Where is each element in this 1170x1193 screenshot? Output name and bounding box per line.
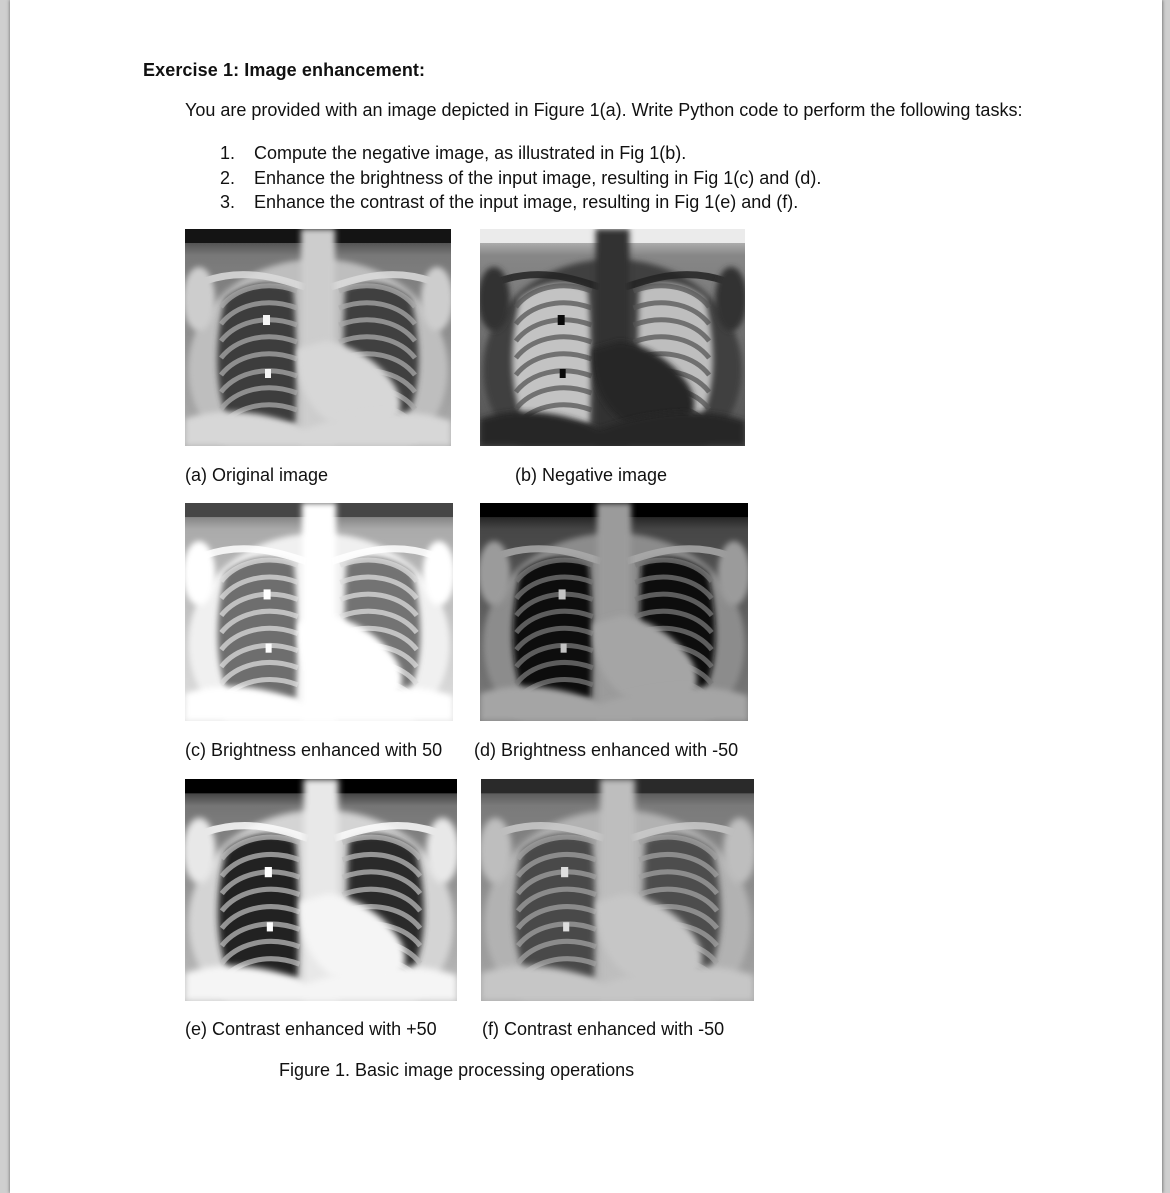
figure-a-caption: (a) Original image <box>185 465 329 485</box>
xray-drawing <box>185 503 453 721</box>
figure-f-caption: (f) Contrast enhanced with -50 <box>482 1019 725 1039</box>
figure-d-caption: (d) Brightness enhanced with -50 <box>474 740 739 760</box>
exercise-heading: Exercise 1: Image enhancement: <box>143 60 426 80</box>
task-item: 3. Enhance the contrast of the input image, resulting in Fig 1(e) and (f). <box>220 192 799 212</box>
figure-b-caption: (b) Negative image <box>515 465 668 485</box>
xray-drawing <box>480 503 748 721</box>
xray-drawing <box>480 229 745 446</box>
task-item: 1. Compute the negative image, as illustrated in Fig 1(b). <box>220 143 687 163</box>
figure-caption: Figure 1. Basic image processing operations <box>279 1060 635 1080</box>
figure-b-xray-image <box>480 229 745 446</box>
document-page <box>10 0 1162 1193</box>
figure-c-xray-image <box>185 503 453 721</box>
figure-c-caption: (c) Brightness enhanced with 50 <box>185 740 443 760</box>
xray-drawing <box>185 229 451 446</box>
task-list <box>220 141 821 215</box>
task-item: 2. Enhance the brightness of the input image, resulting in Fig 1(c) and (d). <box>220 167 822 188</box>
xray-drawing <box>481 779 754 1001</box>
figure-e-xray-image <box>185 779 457 1001</box>
figure-f-xray-image <box>481 779 754 1001</box>
xray-drawing <box>185 779 457 1001</box>
figure-a-xray-image <box>185 229 451 446</box>
figure-e-caption: (e) Contrast enhanced with +50 <box>185 1019 437 1039</box>
figure-d-xray-image <box>480 503 748 721</box>
intro-paragraph: You are provided with an image depicted in Figure 1(a). Write Python code to perform the following tasks: <box>185 100 1023 120</box>
